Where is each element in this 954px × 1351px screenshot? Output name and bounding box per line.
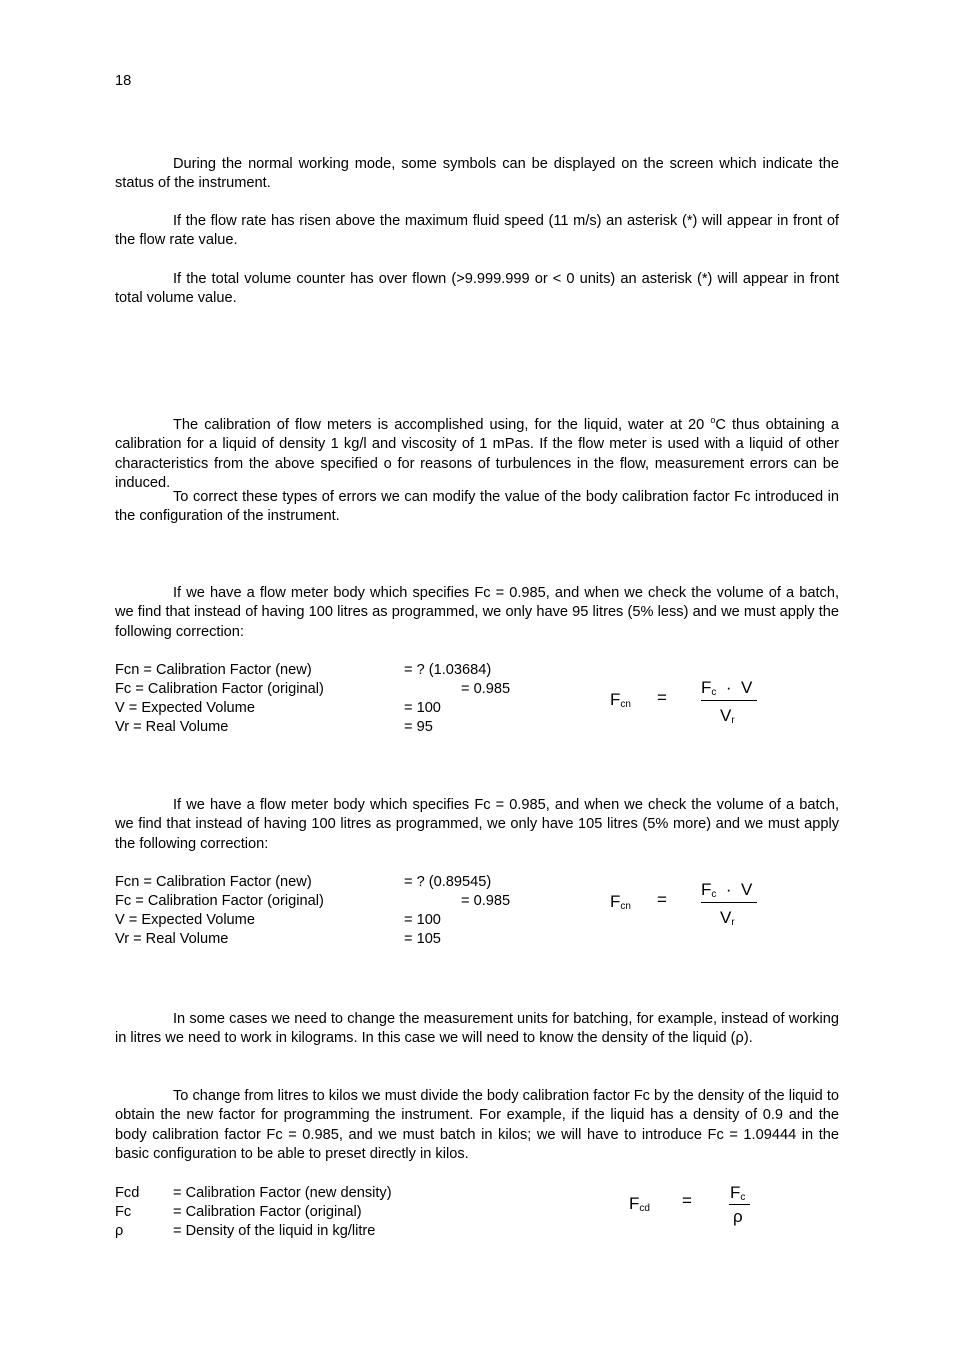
fraction-bar <box>701 700 757 701</box>
formula-numerator: $F_c \cdot V$ <box>701 678 753 698</box>
formula-denominator: ρ <box>733 1207 743 1226</box>
formula-numerator: $F_c$ <box>730 1183 746 1203</box>
density-paragraph-2: To change from litres to kilos we must divide the body calibration factor Fc by the density of the liquid to obtain the new factor for programming the instrument. For example, if the liquid has a density of 0.9 and the body calibration factor Fc = 0.985, and we must batch in kilos; we will have to introduce Fc = 1.09444 in the basic configuration to be able to preset directly in kilos. <box>115 1088 839 1163</box>
formula-equals: = <box>682 1191 692 1210</box>
example2-paragraph: If we have a flow meter body which specifies Fc = 0.985, and when we check the volume of a batch, we find that instead of having 100 litres as programmed, we only have 105 litres (5% more) and we must apply the following correction: <box>115 797 839 852</box>
formula-denominator: $V_r$ <box>720 908 735 928</box>
status-paragraph-2: If the flow rate has risen above the maximum fluid speed (11 m/s) an asterisk (*) will appear in front of the flow rate value. <box>115 213 839 249</box>
formula-lhs: $F_{cn}$ <box>610 690 631 710</box>
calibration-paragraph-1: The calibration of flow meters is accomplished using, for the liquid, water at 20 $^o$C thus obtaining a calibration for a liquid of density 1 kg/l and viscosity of 1 mPas. If the flow meter is used with a liquid of other characteristics from the above specified o for reasons of turbulences in the flow, measurement errors can be induced. <box>115 415 839 492</box>
fraction-bar <box>729 1204 750 1205</box>
formula-lhs: $F_{cn}$ <box>610 892 631 912</box>
formula-denominator: $V_r$ <box>720 706 735 726</box>
formula-lhs: $F_{cd}$ <box>629 1194 650 1214</box>
fraction-bar <box>701 902 757 903</box>
status-paragraph-3: If the total volume counter has over flown (>9.999.999 or < 0 units) an asterisk (*) will appear in front total volume value. <box>115 271 839 307</box>
formula-equals: = <box>657 890 667 909</box>
status-paragraph-1: During the normal working mode, some symbols can be displayed on the screen which indicate the status of the instrument. <box>115 156 839 192</box>
density-paragraph-1: In some cases we need to change the measurement units for batching, for example, instead of working in litres we need to work in kilograms. In this case we will need to know the density of the liquid (ρ). <box>115 1011 839 1047</box>
formula-equals: = <box>657 688 667 707</box>
formula-numerator: $F_c \cdot V$ <box>701 880 753 900</box>
degree-superscript: o <box>710 415 716 425</box>
page-number: 18 <box>115 73 132 89</box>
example1-paragraph: If we have a flow meter body which specifies Fc = 0.985, and when we check the volume of a batch, we find that instead of having 100 litres as programmed, we only have 95 litres (5% less) and we must apply the following correction: <box>115 585 839 640</box>
calibration-paragraph-2: To correct these types of errors we can modify the value of the body calibration factor Fc introduced in the configuration of the instrument. <box>115 489 839 525</box>
